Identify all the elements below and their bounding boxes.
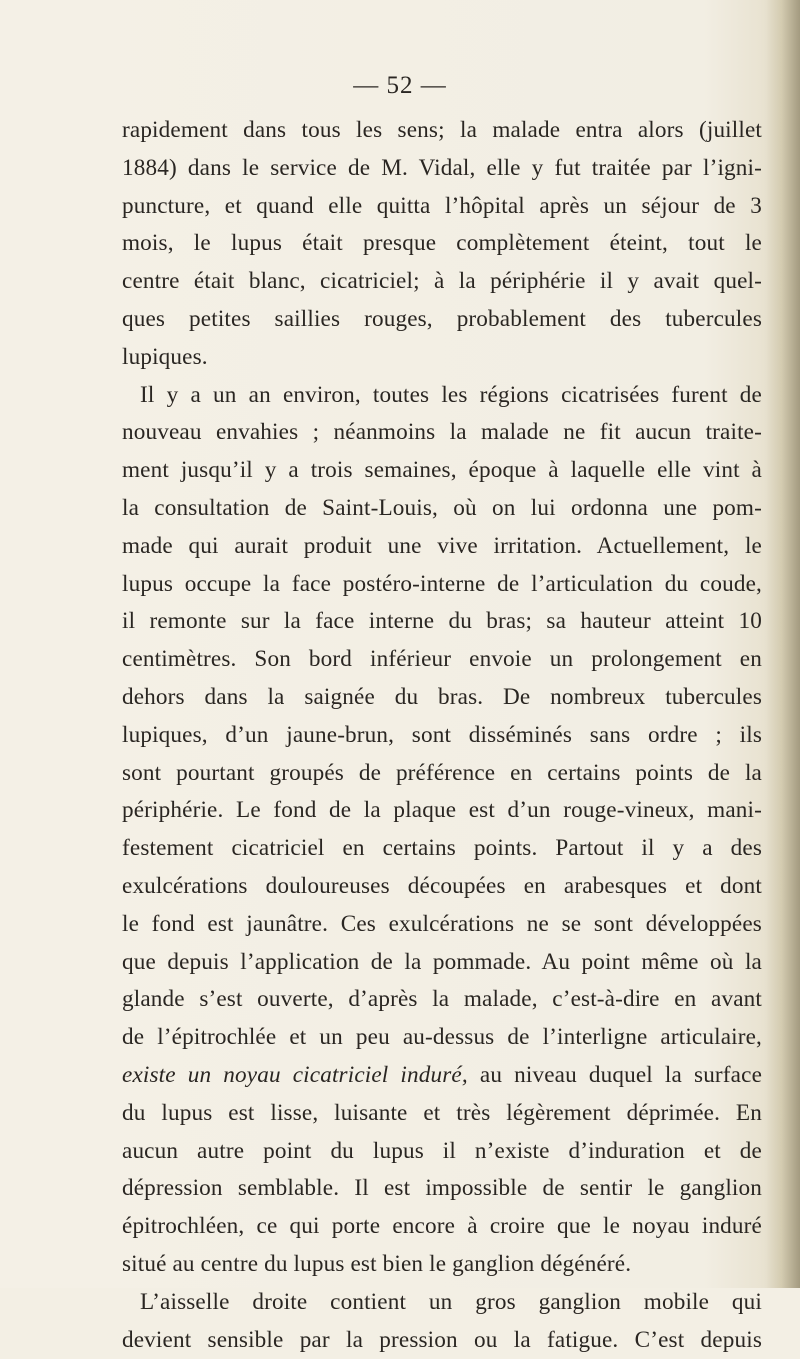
text-line-rest: au niveau duquel la surface — [468, 1062, 762, 1088]
text-line: situé au centre du lupus est bien le ganglion dégénéré. — [122, 1246, 762, 1284]
text-line: centre était blanc, cicatriciel; à la périphérie il y avait quel- — [122, 263, 762, 301]
text-line: lupiques. — [122, 339, 762, 377]
text-line-mixed — [122, 1057, 762, 1095]
text-line: du lupus est lisse, luisante et très légèrement déprimée. En — [122, 1095, 762, 1133]
text-line: nouveau envahies ; néanmoins la malade ne fit aucun traite- — [122, 414, 762, 452]
text-line: ques petites saillies rouges, probablement des tubercules — [122, 301, 762, 339]
text-line: devient sensible par la pression ou la fatigue. C’est depuis — [122, 1322, 762, 1359]
text-line: Il y a un an environ, toutes les régions cicatrisées furent de — [122, 377, 762, 415]
text-line: made qui aurait produit une vive irritation. Actuellement, le — [122, 528, 762, 566]
text-line: sont pourtant groupés de préférence en certains points de la — [122, 755, 762, 793]
text-line: périphérie. Le fond de la plaque est d’un rouge-vineux, mani- — [122, 792, 762, 830]
text-line: que depuis l’application de la pommade. Au point même où la — [122, 944, 762, 982]
text-line: L’aisselle droite contient un gros ganglion mobile qui — [122, 1284, 762, 1322]
text-line: puncture, et quand elle quitta l’hôpital après un séjour de 3 — [122, 188, 762, 226]
text-line: exulcérations douloureuses découpées en arabesques et dont — [122, 868, 762, 906]
text-line: centimètres. Son bord inférieur envoie un prolongement en — [122, 641, 762, 679]
text-line: 1884) dans le service de M. Vidal, elle y fut traitée par l’igni- — [122, 150, 762, 188]
text-line: de l’épitrochlée et un peu au-dessus de l’interligne articulaire, — [122, 1019, 762, 1057]
text-line: le fond est jaunâtre. Ces exulcérations ne se sont développées — [122, 906, 762, 944]
text-line: dehors dans la saignée du bras. De nombreux tubercules — [122, 679, 762, 717]
text-line: glande s’est ouverte, d’après la malade, c’est-à-dire en avant — [122, 981, 762, 1019]
text-line: la consultation de Saint-Louis, où on lui ordonna une pom- — [122, 490, 762, 528]
text-line: lupiques, d’un jaune-brun, sont disséminés sans ordre ; ils — [122, 717, 762, 755]
text-line: il remonte sur la face interne du bras; sa hauteur atteint 10 — [122, 603, 762, 641]
text-line: aucun autre point du lupus il n’existe d’induration et de — [122, 1133, 762, 1171]
text-line: lupus occupe la face postéro-interne de l’articulation du coude, — [122, 566, 762, 604]
text-line: festement cicatriciel en certains points. Partout il y a des — [122, 830, 762, 868]
text-line: mois, le lupus était presque complètement éteint, tout le — [122, 225, 762, 263]
text-line: épitrochléen, ce qui porte encore à croire que le noyau induré — [122, 1208, 762, 1246]
text-line: rapidement dans tous les sens; la malade entra alors (juillet — [122, 112, 762, 150]
text-line: dépression semblable. Il est impossible de sentir le ganglion — [122, 1170, 762, 1208]
text-line: ment jusqu’il y a trois semaines, époque à laquelle elle vint à — [122, 452, 762, 490]
page-edge-shadow — [766, 0, 800, 1288]
body-text — [122, 112, 762, 1359]
page-number: — 52 — — [0, 72, 800, 100]
italic-phrase: existe un noyau cicatriciel induré, — [122, 1062, 468, 1088]
